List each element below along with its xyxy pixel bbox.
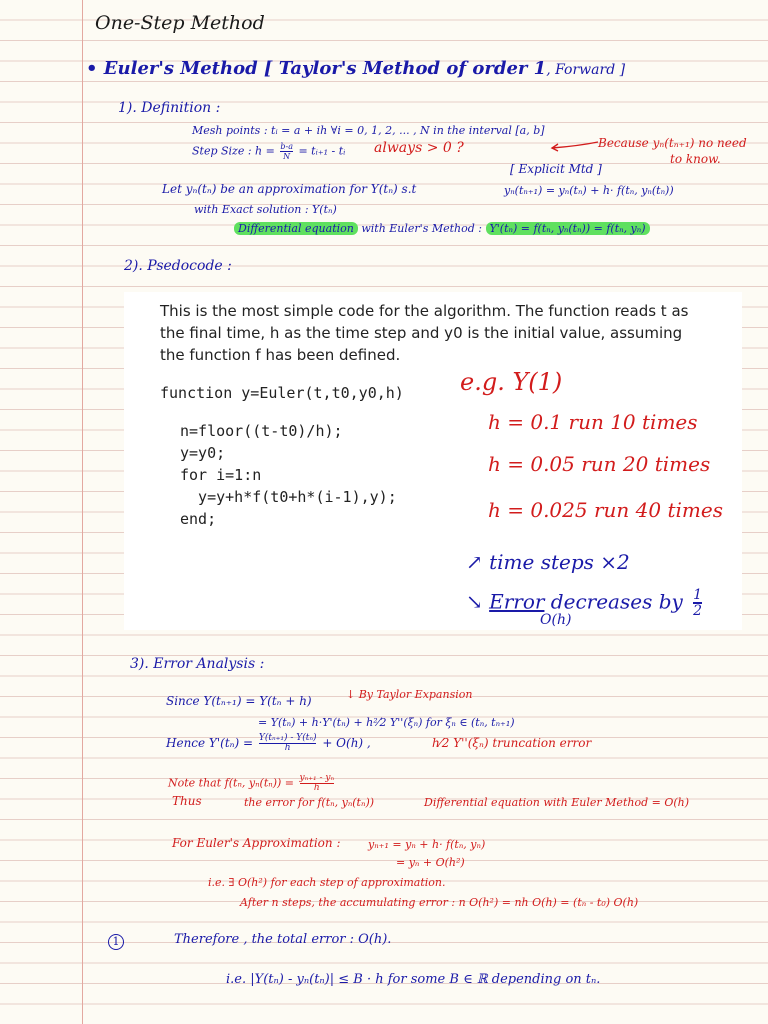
circle-one-icon: 1 [108,934,124,950]
diff-eq-line [234,222,650,235]
run-row-2: h = 0.05 run 20 times [488,452,711,476]
ie-each-step: i.e. ∃ O(h²) for each step of approximation. [208,876,446,889]
by-taylor-note: ↓ By Taylor Expansion [346,688,473,701]
ie-bound-line: i.e. |Y(tₙ) - yₙ(tₙ)| ≤ B · h for some B ∈ ℝ depending on tₙ. [226,972,601,987]
note-that-pre: Note that f(tₙ, yₙ(tₙ)) = [168,776,295,790]
mesh-points: Mesh points : tᵢ = a + ih ∀i = 0, 1, 2, ... , N in the interval [a, b] [192,124,545,137]
note-num: yₙ₊₁ - yₙ [299,773,335,783]
notebook-margin-line [82,0,83,1024]
step-size-pre: Step Size : h = [192,144,275,158]
update-formula: yₙ(tₙ₊₁) = yₙ(tₙ) + h· f(tₙ, yₙ(tₙ)) [504,184,674,197]
hence-den: h [284,743,291,753]
after-n-steps: After n steps, the accumulating error : n O(h²) = nh O(h) = (tₙ - t₀) O(h) [240,896,639,909]
explicit-method: [ Explicit Mtd ] [510,162,602,176]
error-analysis-label: 3). Error Analysis : [130,656,265,672]
truncation-error: h⁄2 Y''(ξₙ) truncation error [432,736,592,750]
pseudocode-description: This is the most simple code for the algorithm. The function reads t as the final time, h as the time step and y0 is the initial value, assuming the function f has been defined. [160,302,689,364]
euler-heading [86,58,625,79]
thus-label: Thus [172,794,202,808]
step-frac-num: b-a [280,142,293,151]
thus-conclusion: Differential equation with Euler Method = O(h) [424,796,690,809]
diff-eq-highlight: Differential equation [234,222,358,235]
half-num: 1 [693,587,703,603]
hence-fraction [259,734,317,753]
run-row-1: h = 0.1 run 10 times [488,410,698,434]
note-fraction [300,774,335,793]
step-size-post: = tᵢ₊₁ - tᵢ [298,144,346,158]
heading-text: Euler's Method [ Taylor's Method of order 1 [103,58,547,79]
thus-line: the error for f(tₙ, yₙ(tₙ)) [244,796,375,809]
error-decrease-note [466,588,702,618]
time-steps-note: ↗ time steps ×2 [466,550,630,574]
diff-eq-formula: Y'(tₙ) = f(tₙ, yₙ(tₙ)) = f(tₙ, yₙ) [486,222,650,235]
arrow-to-because-icon [548,138,600,152]
error-order: O(h) [540,612,572,628]
definition-label: 1). Definition : [118,100,221,116]
error-word: Error [489,589,545,614]
hence-line [166,734,371,753]
note-den: h [313,783,320,793]
heading-bullet: • [86,58,98,79]
circled-number [108,930,124,950]
half-fraction [693,588,702,618]
heading-suffix: , Forward ] [546,62,626,78]
code-header: function y=Euler(t,t0,y0,h) [160,384,404,402]
taylor-expansion-line: = Y(tₙ) + h·Y'(tₙ) + h²⁄2 Y''(ξₙ) for ξₙ ∈ (tₙ, tₙ₊₁) [258,716,515,729]
step-frac-den: N [283,152,291,161]
exact-solution: with Exact solution : Y(tₙ) [194,203,337,216]
error-decreases-text: decreases by [544,589,683,614]
with-euler-text: with Euler's Method : [361,222,482,235]
hence-num: Y(tₙ₊₁) - Y(tₙ) [258,733,317,743]
run-row-3: h = 0.025 run 40 times [488,498,723,522]
let-approximation: Let yₙ(tₙ) be an approximation for Y(tₙ) s.t [162,182,417,196]
step-size [192,142,345,161]
for-euler-line: For Euler's Approximation : [172,836,341,850]
approx-line-2: = yₙ + O(h²) [396,856,465,869]
code-body: n=floor((t-t0)/h); y=y0; for i=1:n y=y+h*f(t0+h*(i-1),y); end; [180,422,397,528]
note-that-line [168,774,336,793]
always-positive-note: always > 0 ? [374,140,464,156]
approx-line-1: yₙ₊₁ = yₙ + h· f(tₙ, yₙ) [368,838,486,851]
pseudocode-label: 2). Psedocode : [124,258,232,274]
half-den: 2 [693,603,703,619]
hence-post: + O(h) , [322,736,371,750]
example-y1: e.g. Y(1) [460,368,563,396]
error-arrow: ↘ [466,589,490,614]
since-line: Since Y(tₙ₊₁) = Y(tₙ + h) [166,694,312,708]
step-fraction [280,142,293,161]
to-know-note: to know. [670,152,721,166]
because-note: Because yₙ(tₙ₊₁) no need [598,136,747,150]
therefore-line: Therefore , the total error : O(h). [174,932,392,947]
hence-pre: Hence Y'(tₙ) = [166,736,254,750]
page-title: One-Step Method [95,12,265,34]
